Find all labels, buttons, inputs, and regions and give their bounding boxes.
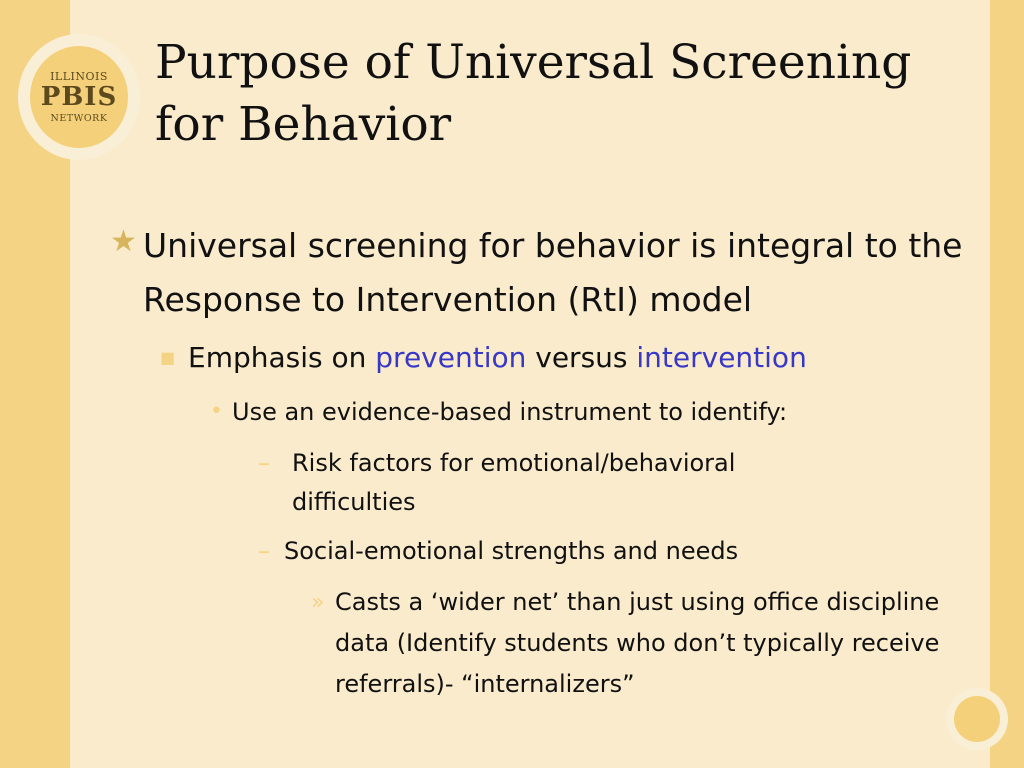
bullet-level-1: Universal screening for behavior is integral to the Response to Intervention (RtI) model (143, 226, 963, 319)
dash-bullet-icon: – (258, 449, 270, 477)
star-bullet-icon: ★ (110, 224, 137, 259)
prevention-highlight: prevention (375, 341, 527, 374)
dash-bullet-icon: – (258, 537, 270, 565)
slide-title-line-2: for Behavior (155, 97, 452, 152)
bullet-level-4-strengths: Social-emotional strengths and needs (284, 537, 739, 565)
bullet-2-text-middle: versus (526, 341, 637, 374)
intervention-highlight: intervention (636, 341, 807, 374)
slide-title (155, 32, 975, 156)
dot-bullet-icon: • (210, 399, 223, 424)
double-chevron-bullet-icon: » (311, 590, 325, 615)
square-bullet-icon: ■ (160, 348, 176, 367)
bullet-level-2 (188, 338, 968, 378)
logo-line-3: NETWORK (50, 113, 108, 124)
right-decorative-strip (990, 0, 1024, 768)
bullet-level-5: Casts a ‘wider net’ than just using office discipline data (Identify students who don’t typically receive referrals)- “internalizers” (335, 588, 940, 698)
bullet-level-3: Use an evidence-based instrument to identify: (232, 398, 788, 426)
bullet-level-4-risk-factors: Risk factors for emotional/behavioral difficulties (292, 449, 736, 516)
logo-line-1: ILLINOIS (50, 70, 108, 83)
logo-line-2: PBIS (40, 82, 118, 112)
bullet-2-text-before: Emphasis on (188, 341, 376, 374)
illinois-pbis-network-logo (30, 46, 128, 148)
slide-title-line-1: Purpose of Universal Screening (155, 35, 912, 90)
